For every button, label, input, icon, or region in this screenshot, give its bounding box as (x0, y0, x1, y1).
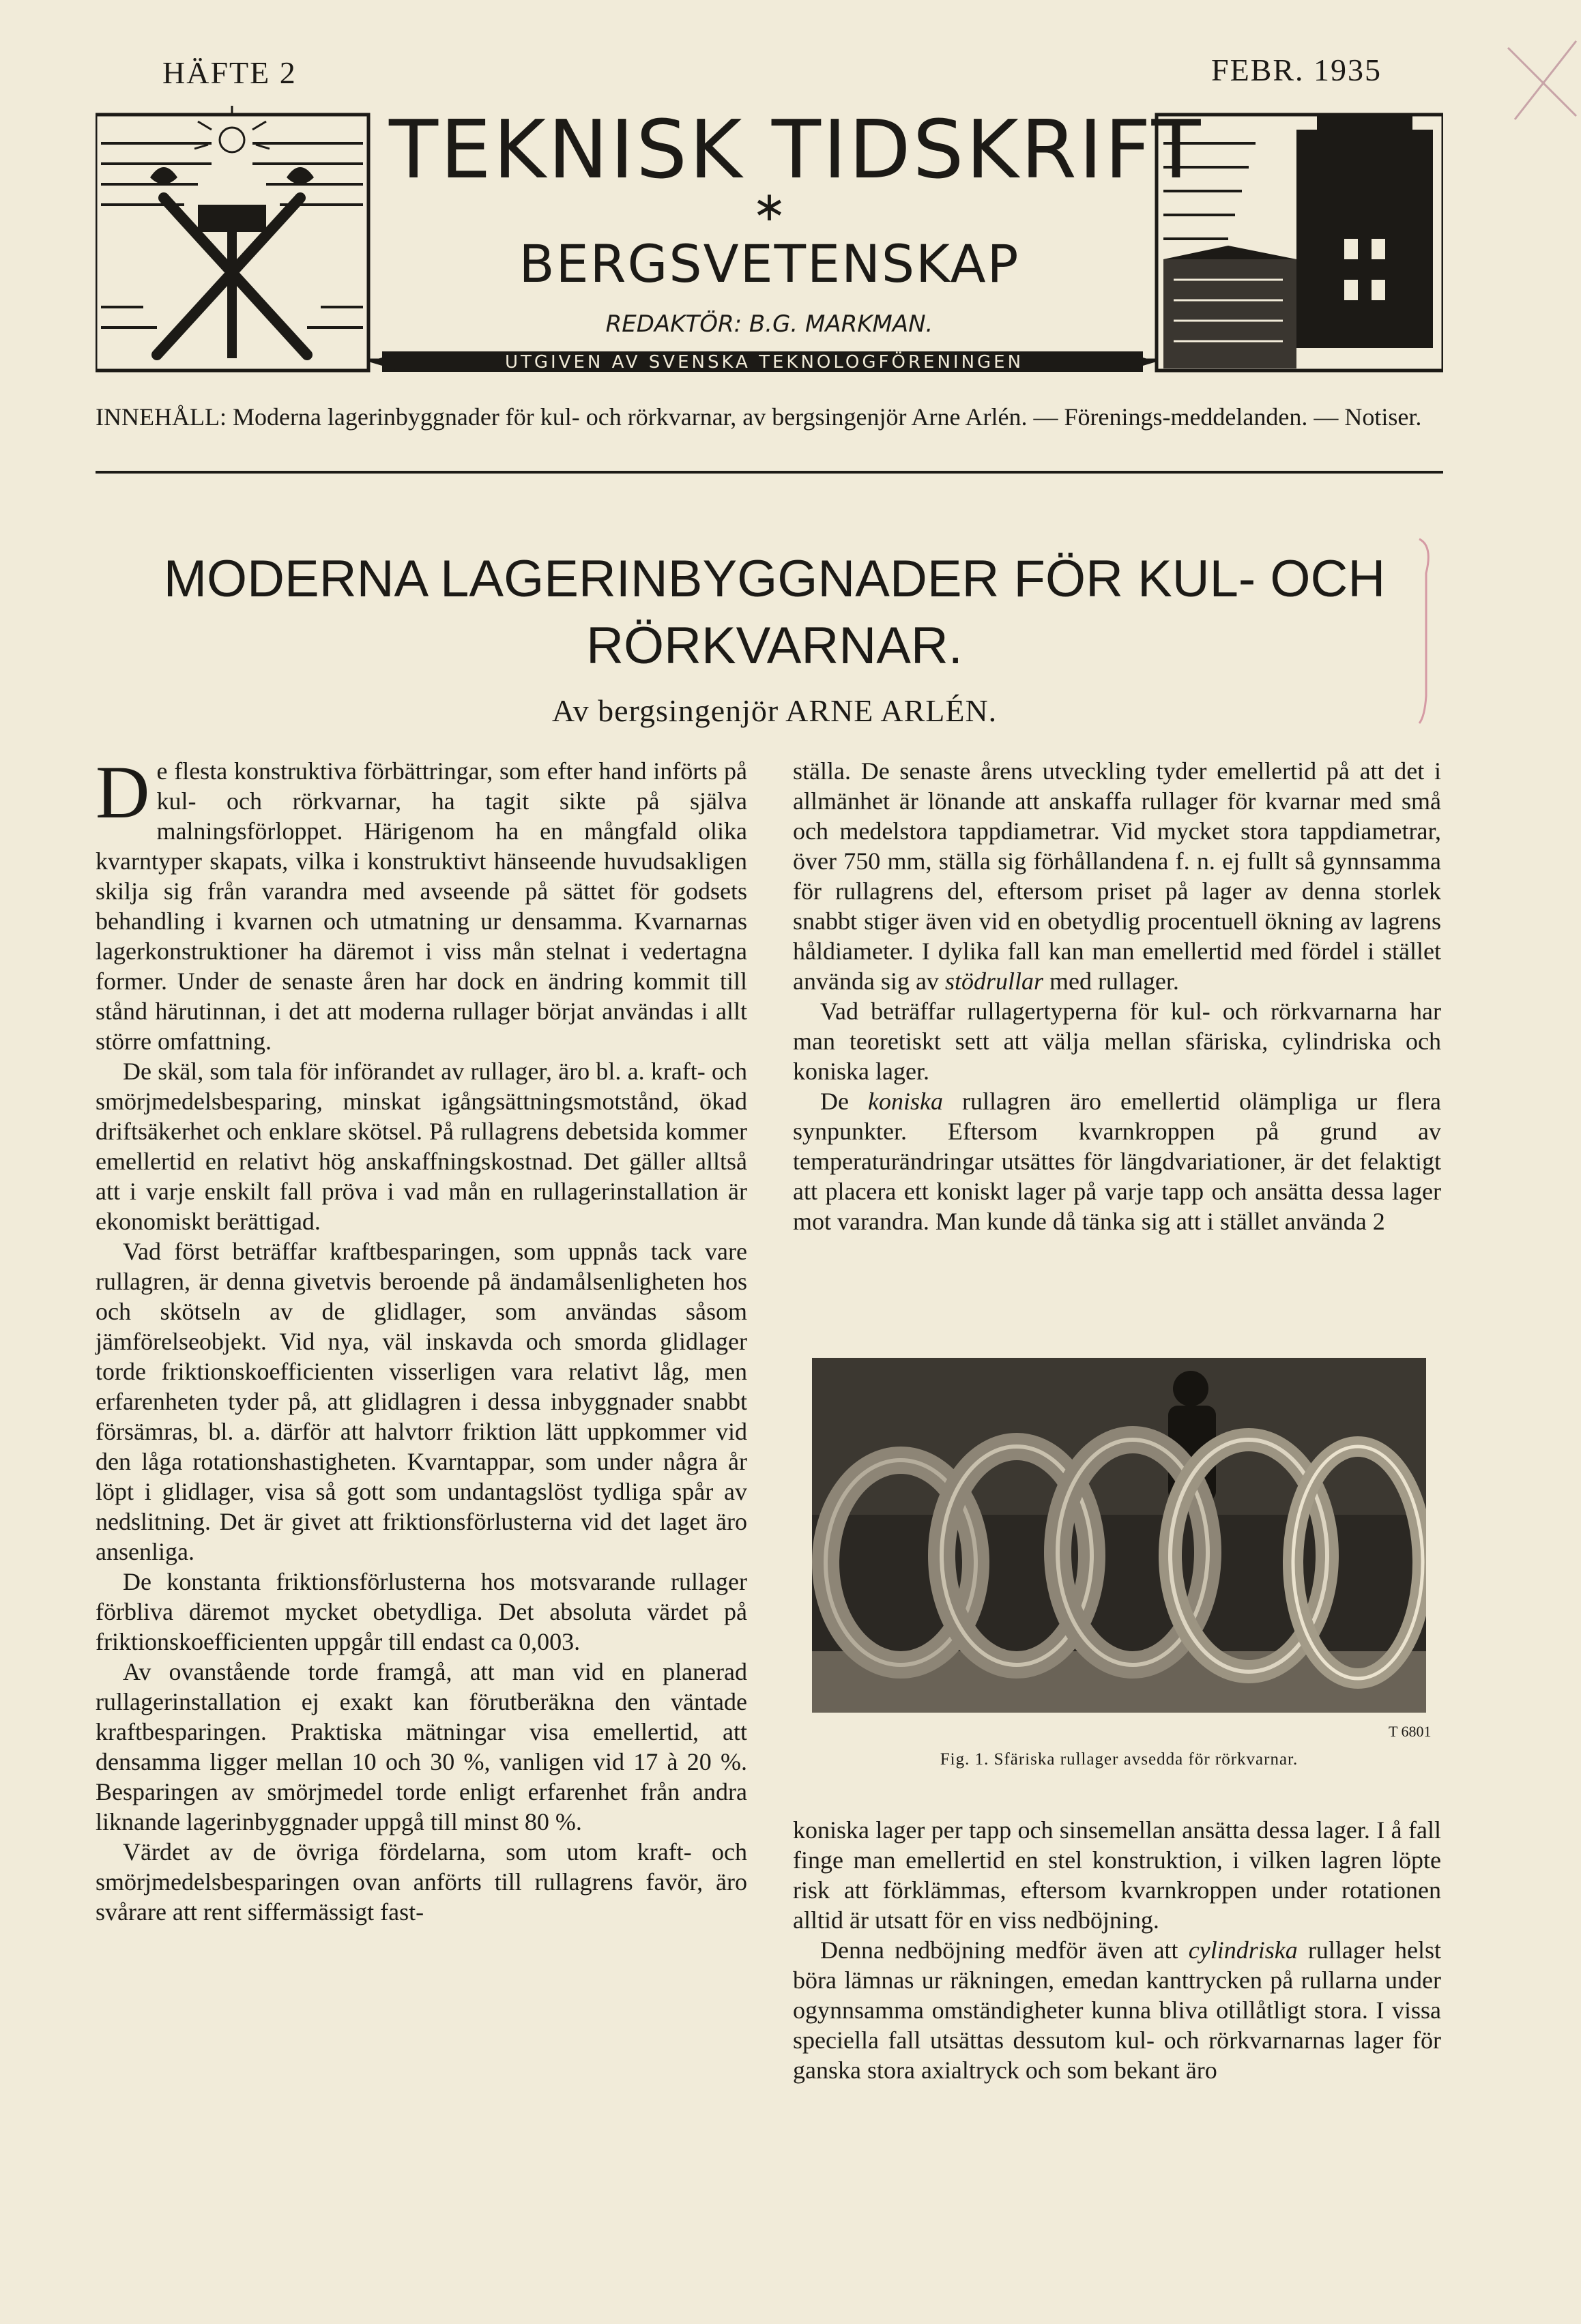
article-byline: Av bergsingenjör ARNE ARLÉN. (551, 693, 998, 728)
drop-cap: D (96, 751, 150, 834)
masthead-subtitle: BERGSVETENSKAP (519, 233, 1020, 294)
paragraph: koniska lager per tapp och sinsemellan ansätta dessa lager. I å fall finge man emellertid en stel konstruktion, i vilken lagren löpte risk att förklämmas, eftersom kvarnkroppen under rotationen alltid är utsatt för en viss nedböjning. (793, 1816, 1441, 1934)
article-title (136, 546, 1412, 680)
sun-star-icon (194, 106, 270, 152)
figure-code: T 6801 (1389, 1723, 1432, 1740)
paragraph: Vad först beträffar kraftbesparingen, som uppnås tack vare rullagren, är denna givetvis beroende på ändamålsenligheten hos och skötseln av de glidlager, som användas såsom jämförelseobjekt. Vid nya, väl inskavda och smorda glidlager torde friktionskoefficienten visserligen vara relativt låg, men erfarenheten tyder på, att glidlagren i dessa inbyggnader snabbt försämras, bl. a. därför att halvtorr friktion lätt uppkommer vid den låga rotationshastigheten. Kvarntappar, som under några år löpt i glidlager, visa så gott som undantagslöst tydliga spår av nedslitning. Det är givet att friktionsförlusterna vid det laget äro ansenliga. (96, 1238, 747, 1565)
article-column-right-bottom (793, 1815, 1441, 2085)
paragraph: ställa. De senaste årens utveckling tyder emellertid på att det i allmänhet är lönande att anskaffa rullager för kvarnar med små och medelstora tappdiametrar. Vid mycket stora tappdiametrar, över 750 mm, ställa sig förhållandena f. n. ej fullt så gynnsamma för rullagrens del, eftersom priset på lager av denna storlek snabbt stiger även vid en obetydlig procentuell ökning av lagrens håldiameter. I dylika fall kan man emellertid med fördel i stället använda sig av stödrullar med rullager. (793, 757, 1441, 995)
article-column-left (96, 751, 747, 1927)
paragraph: De konstanta friktionsförlusterna hos motsvarande rullager förbliva däremot mycket obetydliga. Det absoluta värdet på friktionskoefficienten uppgår till endast ca 0,003. (96, 1568, 747, 1655)
divider (96, 471, 1443, 474)
figure-caption: Fig. 1. Sfäriska rullager avsedda för rörkvarnar. (940, 1750, 1299, 1769)
pencil-mark-icon (1501, 27, 1581, 123)
masthead-editor: REDAKTÖR: B.G. MARKMAN. (605, 310, 933, 338)
masthead-publisher: UTGIVEN AV SVENSKA TEKNOLOGFÖRENINGEN (504, 352, 1024, 373)
paragraph: De koniska rullagren äro emellertid olämpliga ur flera synpunkter. Eftersom kvarnkroppen på grund av temperaturändringar utsättes för längdvariationer, är det felaktigt att placera ett koniskt lager på varje tapp och ansätta dessa lager mot varandra. Man kunde då tänka sig att i stället använda 2 (793, 1088, 1441, 1235)
paragraph: Vad beträffar rullagertyperna för kul- och rörkvarnarna har man teoretiskt sett att välja mellan sfäriska, cylindriska och koniska lager. (793, 998, 1441, 1085)
figure-photo-bearings (812, 1358, 1426, 1713)
article-column-right-top (793, 756, 1441, 1236)
paragraph: Denna nedböjning medför även att cylindriska rullager helst böra lämnas ur räkningen, emedan kanttrycken på rullarna under ogynnsamma omständigheter kunna bliva otillåtligt stora. I vissa speciella fall utsättas dessutom kul- och rörkvarnarnas lager för ganska stora axialtryck och som bekant äro (793, 1936, 1442, 2084)
article-title-line1: MODERNA LAGERINBYGGNADER FÖR KUL- OCH (163, 550, 1386, 608)
article-title-line2: RÖRKVARNAR. (586, 617, 963, 675)
paragraph: De flesta konstruktiva förbättringar, som efter hand införts på kul- och rörkvarnar, ha tagit sikte på själva malningsförloppet. Härigenom ha en mångfald olika kvarntyper skapats, vilka i konstruktivt hänseende huvudsakligen skilja sig från varandra med avseende på sättet för godsets behandling i kvarnen och utmatning ur densamma. Kvarnarnas lagerkonstruktioner ha däremot i viss mån stelnat i vedertagna former. Under de senaste åren har dock en ändring kommit till stånd härutinnan, i det att moderna rullager börjat användas i allt större omfattning. (96, 751, 747, 1055)
paragraph: De skäl, som tala för införandet av rullager, äro bl. a. kraft- och smörjmedelsbesparing, minskat igångsättningsmotstånd, ökad driftsäkerhet och enklare skötsel. På rullagrens debetsida kommer emellertid en relativt hög anskaffningskostnad. Det gäller alltså att i varje enskilt fall pröva i vad mån en rullagerinstallation är ekonomiskt berättigad. (96, 1058, 747, 1235)
table-of-contents: INNEHÅLL: Moderna lagerinbyggnader för kul- och rörkvarnar, av bergsingenjör Arne Arlén. — Förenings-meddelanden. — Notiser. (96, 403, 1422, 431)
issue-number: HÄFTE 2 (162, 55, 297, 90)
paragraph: Av ovanstående torde framgå, att man vid en planerad rullagerinstallation ej exakt kan förutberäkna den väntade kraftbesparingen. Praktiska mätningar visa emellertid, att densamma ligger mellan 10 och 30 %, vanligen vid 17 à 20 %. Besparingen av smörjmedel torde enligt erfarenhet från andra liknande lagerinbyggnader uppgå till minst 80 %. (96, 1658, 747, 1835)
masthead (96, 102, 1443, 389)
masthead-title: TEKNISK TIDSKRIFT (389, 102, 1203, 197)
issue-date: FEBR. 1935 (1211, 53, 1382, 87)
paragraph: Värdet av de övriga fördelarna, som utom kraft- och smörjmedelsbesparingen ovan anförts till rullagrens favör, äro svårare att rent siffermässigt fast- (96, 1838, 747, 1926)
masthead-asterisk: ∗ (752, 183, 787, 231)
pencil-bracket-mark (1406, 532, 1440, 730)
